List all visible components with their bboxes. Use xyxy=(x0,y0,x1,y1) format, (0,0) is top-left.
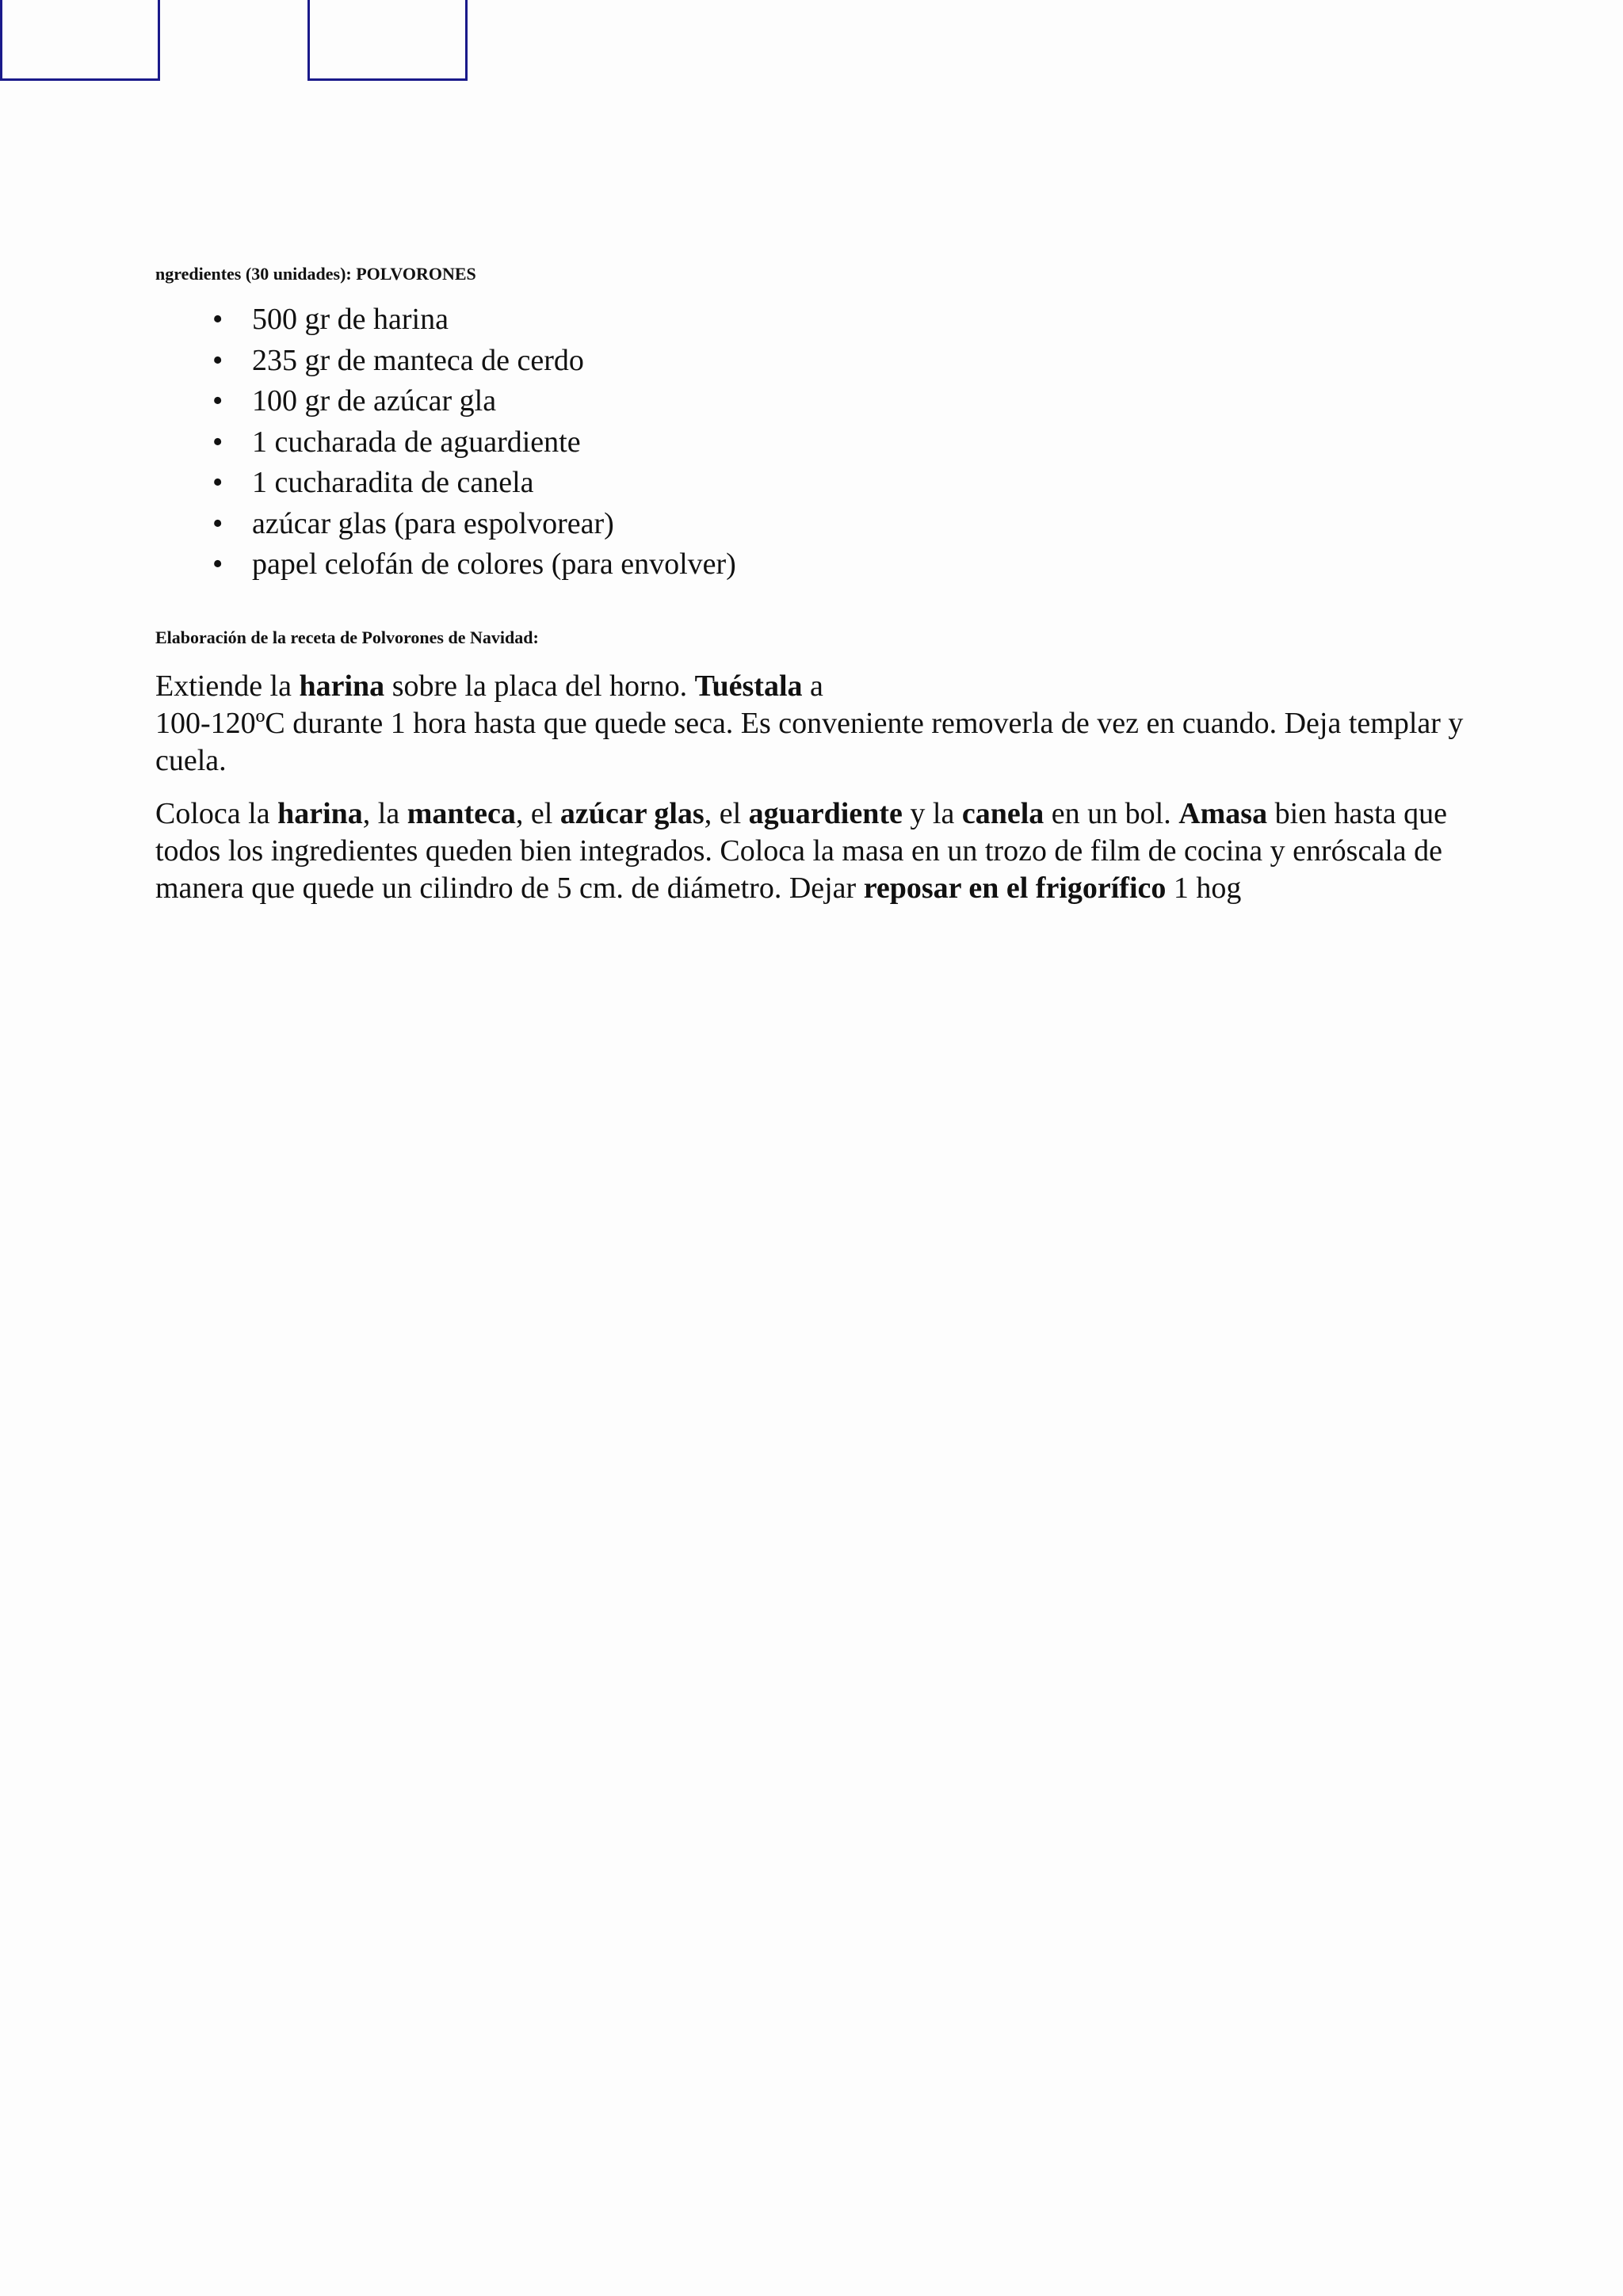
elaboration-heading: Elaboración de la receta de Polvorones de Navidad: xyxy=(155,627,539,647)
header-frame-left xyxy=(0,0,160,81)
list-item: • azúcar glas (para espolvorear) xyxy=(155,504,1471,545)
list-item: • 235 gr de manteca de cerdo xyxy=(155,341,1471,382)
bullet-icon: • xyxy=(212,384,223,418)
list-item: • 1 cucharadita de canela xyxy=(155,463,1471,504)
bullet-icon: • xyxy=(212,425,223,459)
list-item: • 500 gr de harina xyxy=(155,299,1471,341)
ingredients-heading: ngredientes (30 unidades): POLVORONES xyxy=(155,264,476,284)
bullet-icon: • xyxy=(212,466,223,499)
header-frame-right xyxy=(307,0,468,81)
step-paragraph-2: Coloca la harina, la manteca, el azúcar glas, el aguardiente y la canela en un bol. Amasa bien hasta que todos los ingredientes queden bien integrados. Coloca la masa en un trozo de film de cocina y enróscala de manera que quede un cilindro de 5 cm. de diámetro. Dejar reposar en el frigorífico 1 hog xyxy=(155,796,1447,905)
ingredients-list xyxy=(155,299,1471,585)
list-item: • 100 gr de azúcar gla xyxy=(155,381,1471,422)
recipe-document xyxy=(155,263,1471,907)
list-item: • 1 cucharada de aguardiente xyxy=(155,422,1471,463)
bullet-icon: • xyxy=(212,547,223,581)
bullet-icon: • xyxy=(212,303,223,336)
bullet-icon: • xyxy=(212,343,223,377)
bullet-icon: • xyxy=(212,506,223,540)
list-item: • papel celofán de colores (para envolver) xyxy=(155,544,1471,585)
step-paragraph-1: Extiende la harina sobre la placa del horno. Tuéstala a 100-120ºC durante 1 hora hasta que quede seca. Es conveniente removerla de vez en cuando. Deja templar y cuela. xyxy=(155,669,1464,777)
